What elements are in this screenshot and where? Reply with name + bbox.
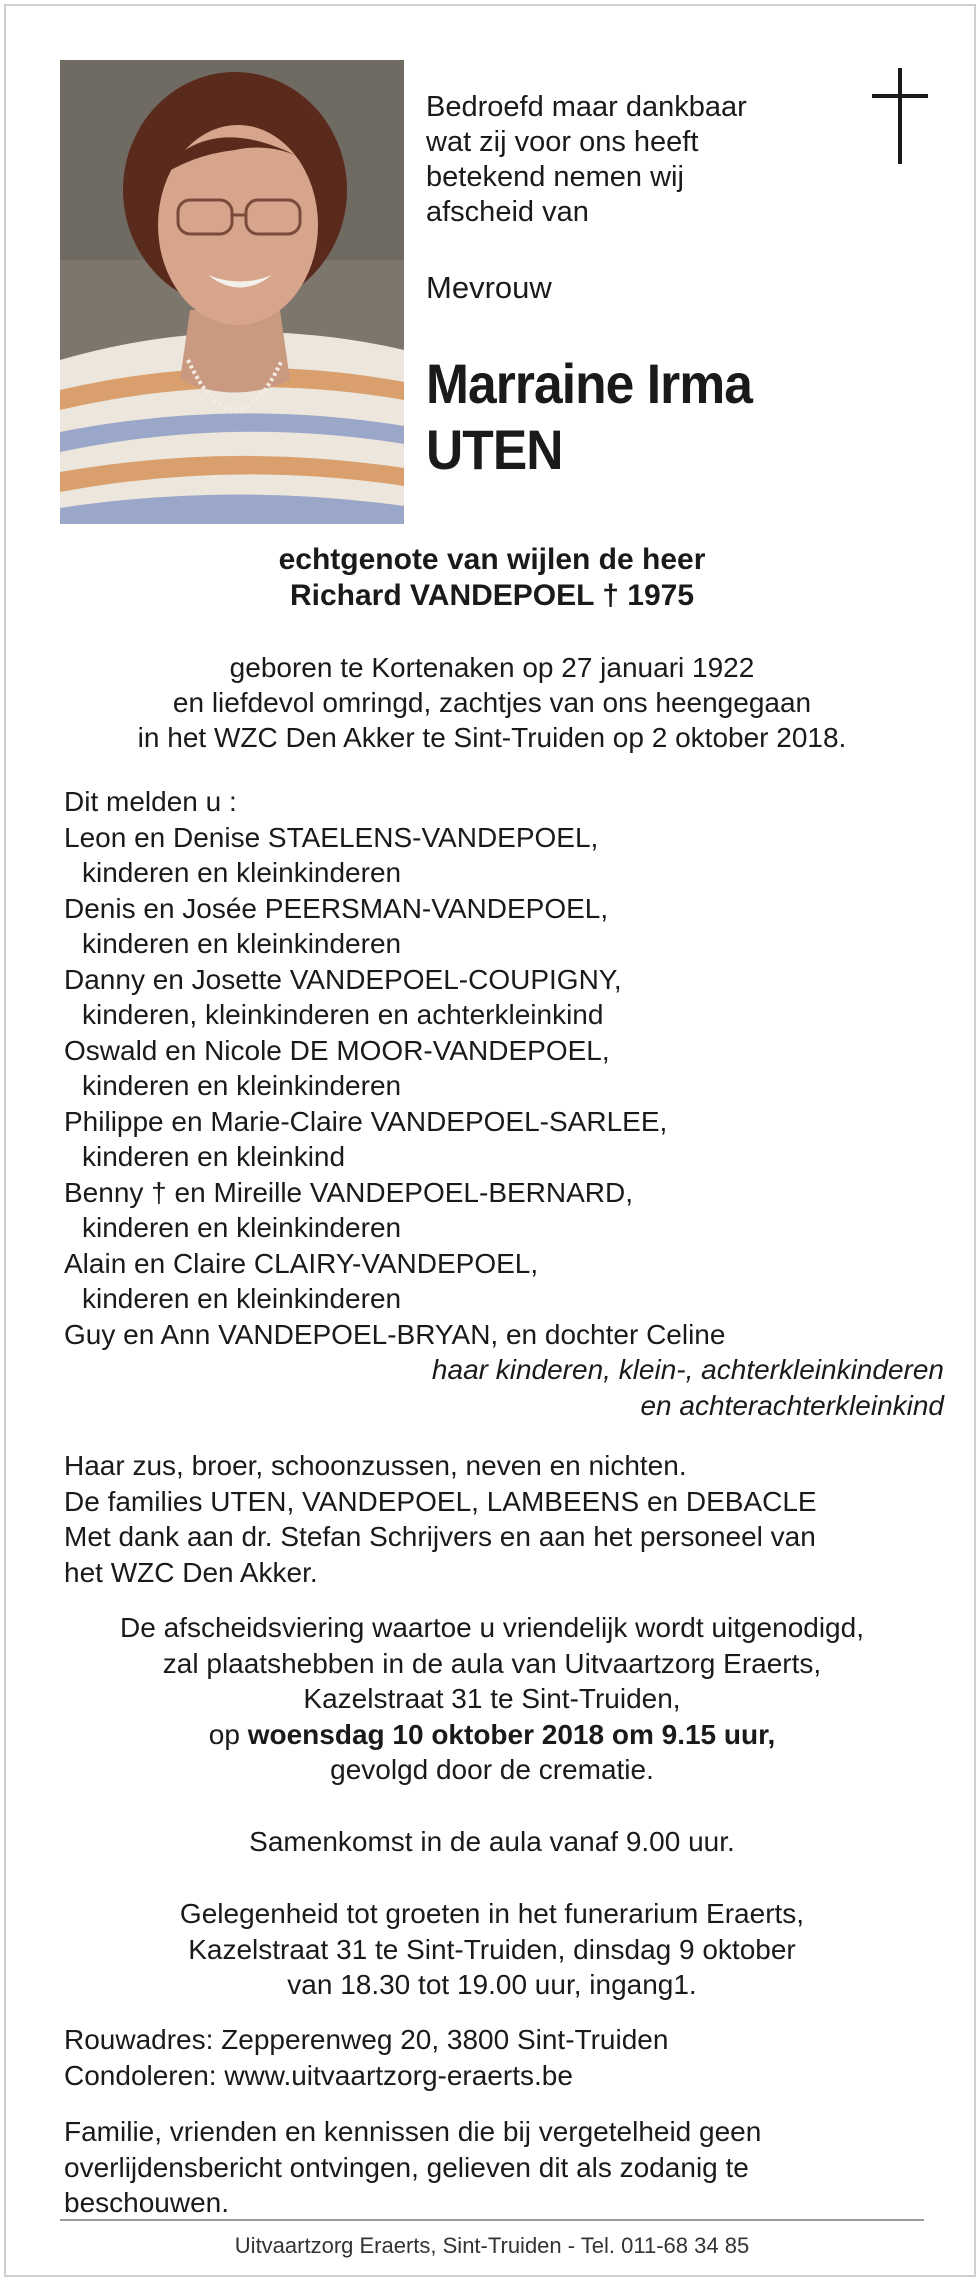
born-line: in het WZC Den Akker te Sint-Truiden op 2 oktober 2018. [137,722,847,753]
mourner-name: Leon en Denise STAELENS-VANDEPOEL, [64,821,599,853]
obituary-card [4,4,976,2277]
mourner-descendants: kinderen en kleinkinderen [82,857,402,888]
mourner-name: Benny † en Mireille VANDEPOEL-BERNARD, [64,1176,634,1208]
spouse-text [6,542,978,614]
mourner-name: Guy en Ann VANDEPOEL-BRYAN, en dochter Celine [64,1318,726,1350]
footer-text: Uitvaartzorg Eraerts, Sint-Truiden - Tel. 011-68 34 85 [234,2233,750,2258]
ceremony-line: De afscheidsviering waartoe u vriendelijk wordt uitgenodigd, [120,1612,864,1643]
address-block [64,2022,944,2093]
visitation-text [6,1896,978,2003]
mourners-summary: haar kinderen, klein-, achterkleinkinderen [431,1354,944,1385]
mourner-name: Philippe en Marie-Claire VANDEPOEL-SARLEE, [64,1105,668,1137]
ceremony-date-prefix: op [208,1718,240,1750]
meeting-text: Samenkomst in de aula vanaf 9.00 uur. [249,1826,735,1857]
mourner-descendants: kinderen, kleinkinderen en achterkleinkind [82,999,604,1030]
spouse-line: Richard VANDEPOEL † 1975 [289,579,695,612]
intro-text [426,90,846,230]
mourners-summary: en achterachterkleinkind [640,1389,944,1421]
ceremony-line: gevolgd door de crematie. [330,1754,654,1785]
mourner-descendants: kinderen en kleinkinderen [82,1070,402,1101]
mourner-descendants: kinderen en kleinkind [82,1141,346,1172]
visit-line: Gelegenheid tot groeten in het funerarium Eraerts, [179,1898,805,1929]
born-line: geboren te Kortenaken op 27 januari 1922 [229,652,755,683]
notice-text [64,2114,944,2221]
intro-line: afscheid van [426,196,589,228]
mourner-name: Denis en Josée PEERSMAN-VANDEPOEL, [64,892,609,924]
intro-line: Bedroefd maar dankbaar [426,91,747,123]
mourner-name: Oswald en Nicole DE MOOR-VANDEPOEL, [64,1034,610,1066]
notice-line: overlijdensbericht ontvingen, gelieven dit als zodanig te [64,2151,749,2183]
spouse-line: echtgenote van wijlen de heer [278,543,706,576]
notice-line: beschouwen. [64,2187,230,2218]
ceremony-text [6,1610,978,1788]
honorific: Mevrouw [426,270,552,305]
mourner-name: Alain en Claire CLAIRY-VANDEPOEL, [64,1247,539,1279]
deceased-name [426,351,868,483]
intro-line: wat zij voor ons heeft [426,126,699,158]
mourner-descendants: kinderen en kleinkinderen [82,1283,402,1314]
condolence-url[interactable]: Condoleren: www.uitvaartzorg-eraerts.be [64,2059,573,2091]
birth-death-text [6,650,978,755]
mourners-heading: Dit melden u : [64,786,237,817]
mourner-descendants: kinderen en kleinkinderen [82,1212,402,1243]
born-line: en liefdevol omringd, zachtjes van ons heengegaan [172,687,812,718]
deceased-first-names: Marraine Irma [426,352,752,415]
cross-icon [872,68,928,164]
notice-line: Familie, vrienden en kennissen die bij vergetelheid geen [64,2116,762,2147]
ceremony-date: woensdag 10 oktober 2018 om 9.15 uur, [247,1718,776,1750]
ceremony-line: zal plaatshebben in de aula van Uitvaartzorg Eraerts, [162,1647,822,1679]
visit-line: Kazelstraat 31 te Sint-Truiden, dinsdag 9 oktober [188,1933,796,1965]
portrait-photo [60,60,404,524]
mourner-name: Danny en Josette VANDEPOEL-COUPIGNY, [64,963,622,995]
visit-line: van 18.30 tot 19.00 uur, ingang1. [287,1969,697,2000]
portrait-illustration [60,60,404,524]
ceremony-line: Kazelstraat 31 te Sint-Truiden, [303,1683,681,1714]
footer-divider [60,2219,924,2221]
mourner-descendants: kinderen en kleinkinderen [82,928,402,959]
intro-line: betekend nemen wij [426,161,684,193]
ceremony-date-line [6,1717,978,1753]
mourners-list [64,784,944,1423]
family-line: Met dank aan dr. Stefan Schrijvers en aan het personeel van [64,1521,816,1552]
mourning-address: Rouwadres: Zepperenweg 20, 3800 Sint-Truiden [64,2024,669,2055]
family-line: De families UTEN, VANDEPOEL, LAMBEENS en DEBACLE [64,1485,817,1517]
family-text [64,1448,944,1590]
family-line: het WZC Den Akker. [64,1556,318,1588]
deceased-surname: UTEN [426,418,563,481]
family-line: Haar zus, broer, schoonzussen, neven en nichten. [64,1450,687,1481]
